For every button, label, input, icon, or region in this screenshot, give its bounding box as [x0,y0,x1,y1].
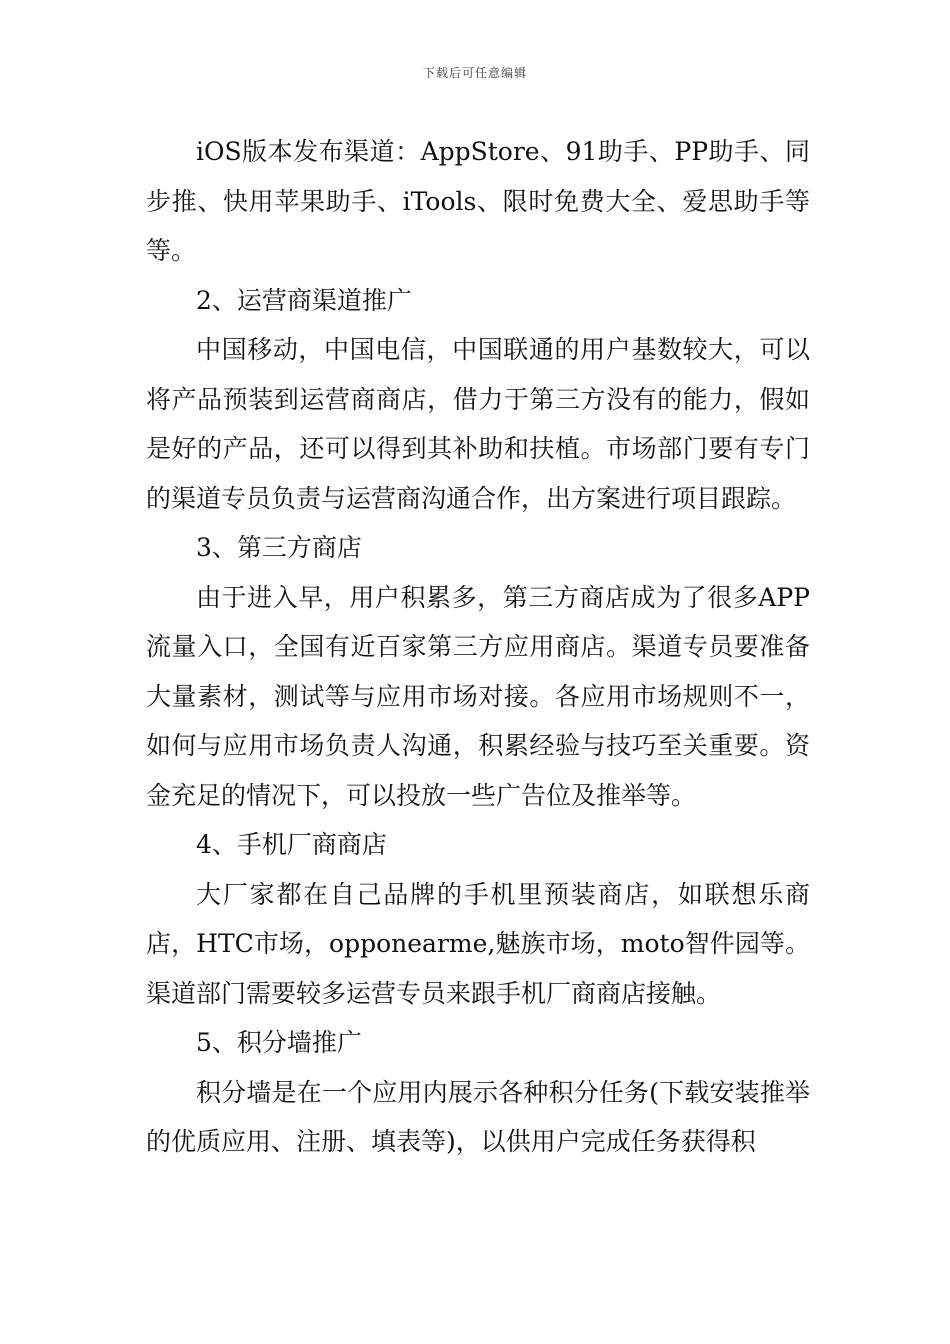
section-heading-carrier-channels: 2、运营商渠道推广 [196,285,412,315]
section-heading-third-party-stores: 3、第三方商店 [196,533,362,562]
paragraph-third-party-stores: 由于进入早，用户积累多，第三方商店成为了很多APP流量入口，全国有近百家第三方应用商店。渠道专员要准备大量素材，测试等与应用市场对接。各应用市场规则不一，如何与应用市场负责人沟通，积累经验与技巧至关重要。资金充足的情况下，可以投放一些广告位及推举等。 [146,582,810,810]
page-header-caption: 下载后可任意编辑 [422,66,527,80]
paragraph-ios-channels: iOS版本发布渠道：AppStore、91助手、PP助手、同步推、快用苹果助手、iTools、限时免费大全、爱思助手等等。 [146,137,810,265]
document-body [146,127,810,1167]
section-heading-oem-stores: 4、手机厂商商店 [196,830,387,859]
paragraph-oem-stores: 大厂家都在自己品牌的手机里预装商店，如联想乐商店，HTC市场，opponearme,魅族市场，moto智件园等。渠道部门需要较多运营专员来跟手机厂商商店接触。 [146,879,810,1008]
paragraph-carrier-channels: 中国移动，中国电信，中国联通的用户基数较大，可以将产品预装到运营商商店，借力于第三方没有的能力，假如是好的产品，还可以得到其补助和扶植。市场部门要有专门的渠道专员负责与运营商沟通合作，出方案进行项目跟踪。 [146,335,810,513]
section-heading-offerwall: 5、积分墙推广 [196,1028,362,1057]
paragraph-offerwall: 积分墙是在一个应用内展示各种积分任务(下载安装推举的优质应用、注册、填表等)，以供用户完成任务获得积 [146,1077,810,1156]
